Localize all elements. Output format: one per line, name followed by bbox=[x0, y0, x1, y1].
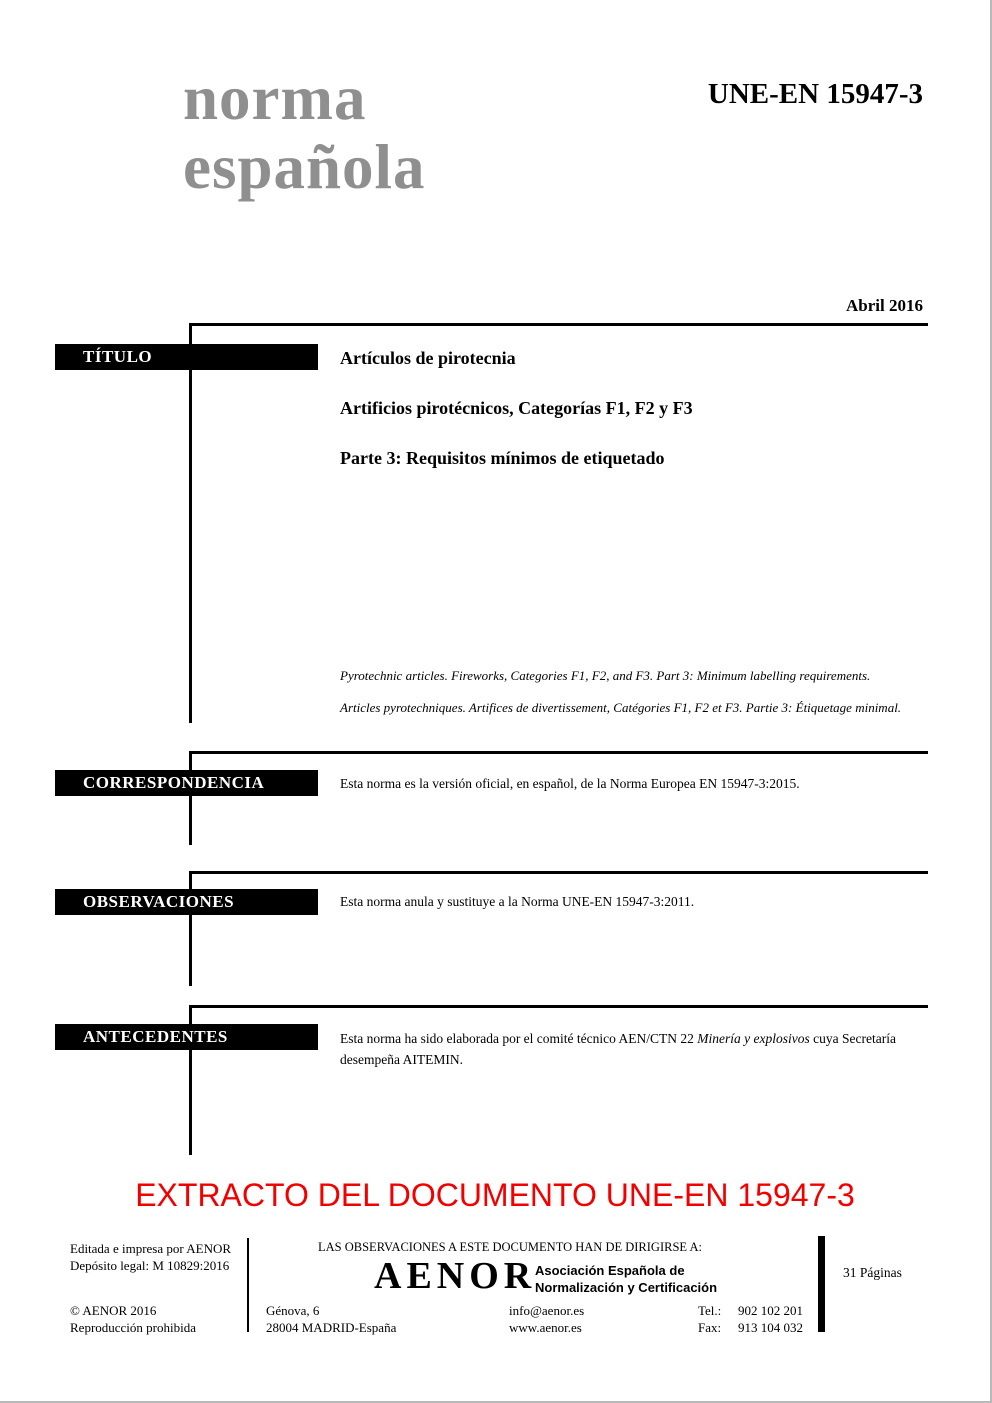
norma-espanola-logo bbox=[183, 64, 426, 202]
antecedentes-text-after: cuya Secretaría desempeña AITEMIN. bbox=[340, 1031, 896, 1067]
publication-date: Abril 2016 bbox=[846, 296, 923, 315]
title-translation-fr: Articles pyrotechniques. Artifices de divertissement, Catégories F1, F2 et F3. Partie 3: Étiquetage minimal. bbox=[340, 700, 902, 715]
footer-edited-line1: Editada e impresa por AENOR bbox=[70, 1241, 232, 1256]
antecedentes-label-box bbox=[55, 1024, 318, 1050]
aenor-org-name bbox=[535, 1262, 717, 1296]
aenor-org-line1: Asociación Española de bbox=[535, 1263, 685, 1278]
footer-contact bbox=[509, 1302, 584, 1336]
footer-copyright-line2: Reproducción prohibida bbox=[70, 1320, 196, 1335]
footer-telfax bbox=[698, 1302, 803, 1336]
footer-page-count: 31 Páginas bbox=[843, 1265, 902, 1280]
footer-web: www.aenor.es bbox=[509, 1320, 582, 1335]
titulo-label-box bbox=[55, 344, 318, 370]
footer-fax-label: Fax: bbox=[698, 1320, 722, 1335]
footer-edited-block bbox=[70, 1240, 231, 1274]
correspondencia-vertical-rule bbox=[189, 751, 192, 845]
footer-divider-thick bbox=[818, 1236, 825, 1332]
observaciones-label: OBSERVACIONES bbox=[83, 892, 235, 911]
title-translation-en: Pyrotechnic articles. Fireworks, Categories F1, F2, and F3. Part 3: Minimum labelling requirements. bbox=[340, 668, 871, 683]
observaciones-top-rule bbox=[190, 871, 928, 874]
title-line-1: Artículos de pirotecnia bbox=[340, 348, 516, 368]
footer-email: info@aenor.es bbox=[509, 1303, 585, 1318]
footer-notice: LAS OBSERVACIONES A ESTE DOCUMENTO HAN DE DIRIGIRSE A: bbox=[318, 1240, 702, 1254]
footer-tel-label: Tel.: bbox=[698, 1303, 722, 1318]
observaciones-text: Esta norma anula y sustituye a la Norma UNE-EN 15947-3:2011. bbox=[340, 894, 695, 909]
correspondencia-label-box bbox=[55, 770, 318, 796]
footer-address-line2: 28004 MADRID-España bbox=[266, 1320, 397, 1335]
footer-tel bbox=[698, 1302, 803, 1319]
antecedentes-text-before: Esta norma ha sido elaborada por el comité técnico AEN/CTN 22 bbox=[340, 1031, 698, 1046]
footer-tel-value: 902 102 201 bbox=[738, 1303, 803, 1318]
footer-edited-line2: Depósito legal: M 10829:2016 bbox=[70, 1258, 230, 1273]
correspondencia-text: Esta norma es la versión oficial, en español, de la Norma Europea EN 15947-3:2015. bbox=[340, 776, 800, 791]
correspondencia-top-rule bbox=[190, 751, 928, 754]
observaciones-label-box bbox=[55, 889, 318, 915]
aenor-org-line2: Normalización y Certificación bbox=[535, 1280, 718, 1295]
footer-copyright-line1: © AENOR 2016 bbox=[70, 1303, 157, 1318]
antecedentes-text-italic: Minería y explosivos bbox=[697, 1031, 810, 1046]
standard-code: UNE-EN 15947-3 bbox=[707, 78, 923, 110]
antecedentes-text bbox=[340, 1028, 940, 1070]
footer-copyright-block bbox=[70, 1302, 196, 1336]
correspondencia-label: CORRESPONDENCIA bbox=[83, 773, 265, 792]
title-line-3: Parte 3: Requisitos mínimos de etiquetado bbox=[340, 448, 665, 468]
title-line-2: Artificios pirotécnicos, Categorías F1, F2 y F3 bbox=[340, 398, 693, 418]
titulo-top-rule bbox=[190, 323, 928, 326]
footer-address-line1: Génova, 6 bbox=[266, 1303, 320, 1318]
footer-address bbox=[266, 1302, 396, 1336]
antecedentes-label: ANTECEDENTES bbox=[83, 1027, 228, 1046]
titulo-label: TÍTULO bbox=[83, 347, 153, 366]
footer-divider-thin bbox=[247, 1238, 249, 1332]
brand-line-2: española bbox=[183, 132, 426, 202]
aenor-logo: AENOR bbox=[374, 1255, 537, 1297]
footer-fax-value: 913 104 032 bbox=[738, 1320, 803, 1335]
brand-line-1: norma bbox=[183, 63, 367, 133]
footer-fax bbox=[698, 1319, 803, 1336]
titulo-vertical-rule bbox=[189, 323, 192, 723]
antecedentes-top-rule bbox=[190, 1005, 928, 1008]
extract-banner: EXTRACTO DEL DOCUMENTO UNE-EN 15947-3 bbox=[135, 1177, 855, 1213]
